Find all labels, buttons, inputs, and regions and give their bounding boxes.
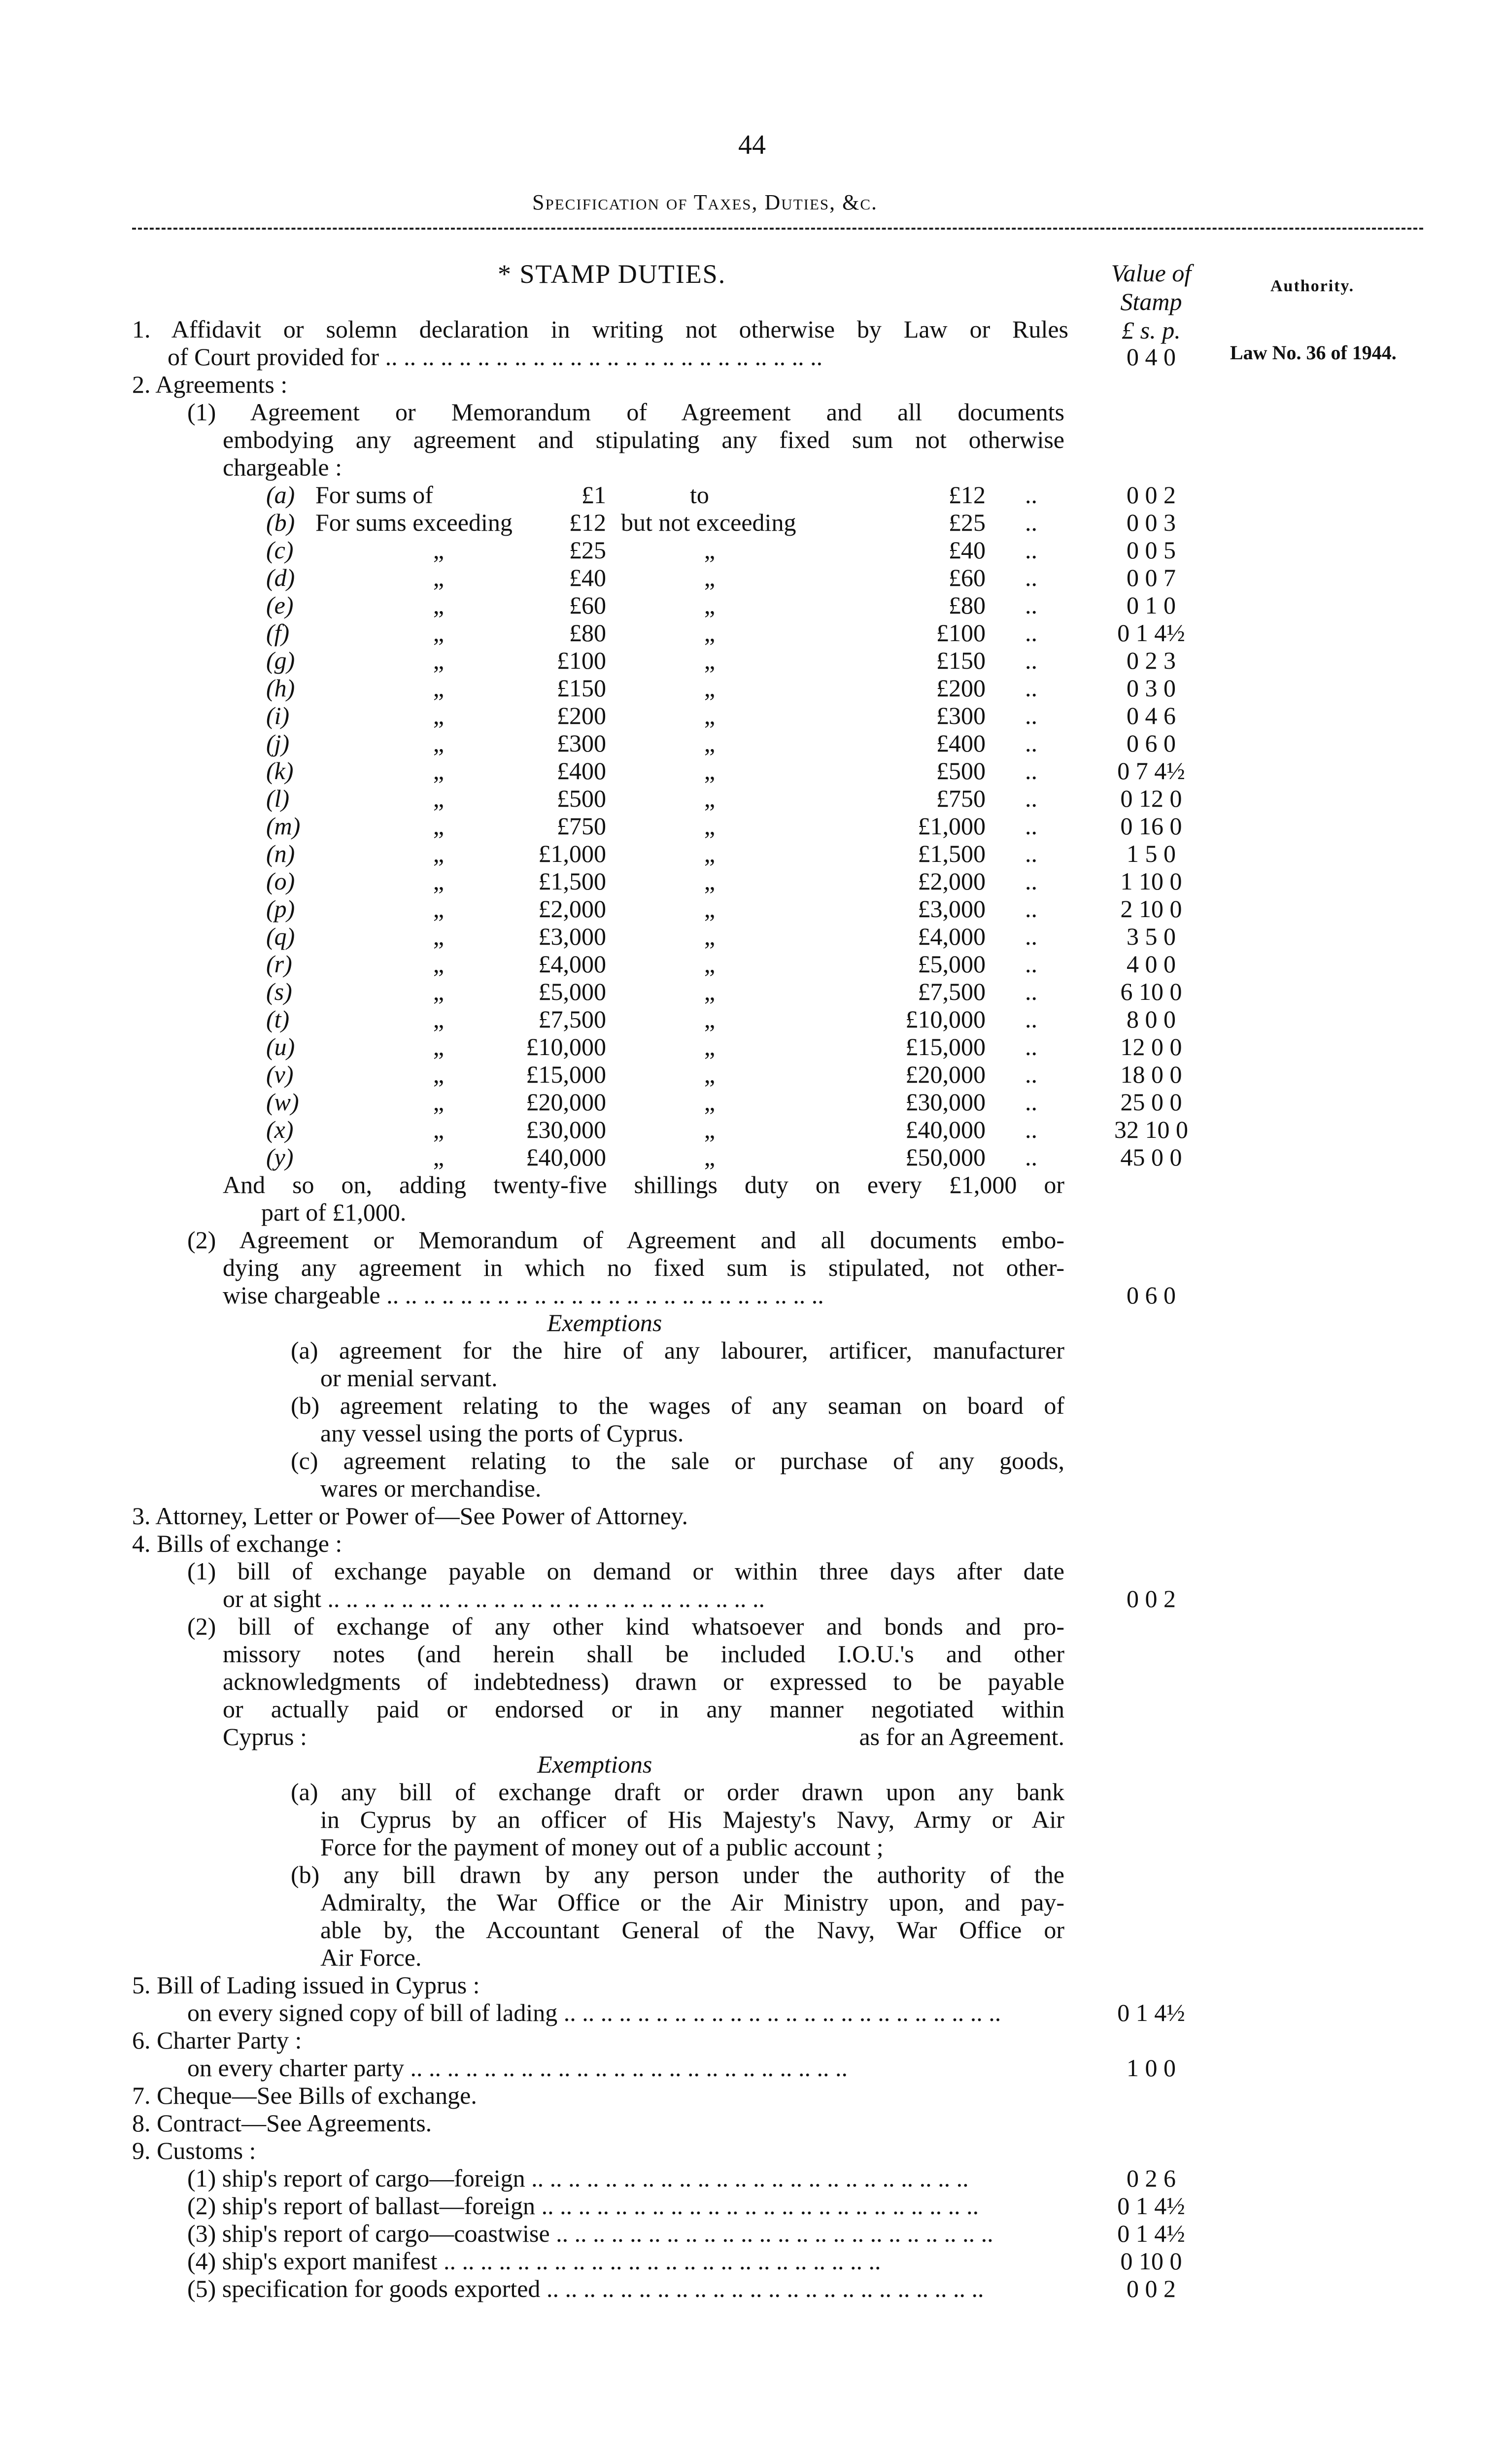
item-2-1-line-1: (1) Agreement or Memorandum of Agreement and all documents — [187, 398, 1064, 426]
rate-value: 0 2 3 — [1127, 647, 1176, 674]
exemption-1a-line-2: or menial servant. — [320, 1364, 498, 1392]
exemption-2a-line-3: Force for the payment of money out of a public account ; — [320, 1833, 884, 1861]
rate-leader-dots: .. — [1025, 978, 1037, 1005]
rate-letter: (x) — [266, 1116, 294, 1143]
item-2-1-line-3: chargeable : — [223, 453, 342, 481]
rate-connector: „ — [704, 1061, 716, 1088]
exemption-2a-line-2: in Cyprus by an officer of His Majesty's Navy, Army or Air — [320, 1806, 1064, 1833]
section-title: * STAMP DUTIES. — [498, 259, 726, 289]
customs-2: (2) ship's report of ballast—foreign .. .. — [187, 2192, 1064, 2220]
rate-letter: (w) — [266, 1088, 299, 1116]
exemptions-heading-2: Exemptions — [537, 1750, 652, 1778]
rate-connector: „ — [704, 536, 716, 564]
item-1-value: 0 4 0 — [1127, 343, 1176, 371]
rate-to: £100 — [936, 619, 986, 647]
rate-value: 0 12 0 — [1120, 785, 1182, 812]
rate-connector: „ — [704, 1116, 716, 1143]
rate-leader-dots: .. — [1025, 840, 1037, 867]
customs-4-value: 0 10 0 — [1120, 2247, 1182, 2275]
rate-letter: (o) — [266, 867, 295, 895]
rate-to: £60 — [949, 564, 986, 591]
rate-from: £300 — [557, 729, 606, 757]
item-9-heading: 9. Customs : — [132, 2137, 256, 2164]
rate-leader-dots: .. — [1025, 1088, 1037, 1116]
rate-leader-dots: .. — [1025, 812, 1037, 840]
rate-prefix: „ — [433, 536, 444, 564]
rate-value: 0 0 3 — [1127, 509, 1176, 536]
rate-letter: (g) — [266, 647, 295, 674]
item-2-2-line-3: wise chargeable .. .. — [223, 1281, 1064, 1309]
exemption-1c-line-1: (c) agreement relating to the sale or purchase of any goods, — [291, 1447, 1064, 1474]
rate-prefix: „ — [433, 757, 444, 785]
rate-value: 32 10 0 — [1114, 1116, 1188, 1143]
rate-from: £2,000 — [538, 895, 606, 923]
rate-leader-dots: .. — [1025, 481, 1037, 509]
item-5-value: 0 1 4½ — [1117, 1999, 1185, 2026]
rate-continuation-2: part of £1,000. — [261, 1198, 407, 1226]
lsd-header: £ s. p. — [1122, 316, 1181, 344]
item-4-2-line-4: or actually paid or endorsed or in any manner negotiated within — [223, 1695, 1064, 1723]
rate-to: £400 — [936, 729, 986, 757]
rate-connector: „ — [704, 950, 716, 978]
rate-connector: „ — [704, 591, 716, 619]
rate-leader-dots: .. — [1025, 1061, 1037, 1088]
rate-to: £7,500 — [918, 978, 986, 1005]
rate-connector: „ — [704, 812, 716, 840]
rate-value: 6 10 0 — [1120, 978, 1182, 1005]
rate-prefix: „ — [433, 1143, 444, 1171]
rate-leader-dots: .. — [1025, 702, 1037, 729]
rate-leader-dots: .. — [1025, 647, 1037, 674]
rate-value: 0 3 0 — [1127, 674, 1176, 702]
rate-letter: (r) — [266, 950, 292, 978]
rate-prefix: „ — [433, 895, 444, 923]
rate-letter: (d) — [266, 564, 295, 591]
rate-to: £5,000 — [918, 950, 986, 978]
item-2-heading: 2. Agreements : — [132, 371, 288, 398]
customs-2-value: 0 1 4½ — [1117, 2192, 1185, 2220]
rate-leader-dots: .. — [1025, 674, 1037, 702]
rate-from: £100 — [557, 647, 606, 674]
item-6-heading: 6. Charter Party : — [132, 2026, 302, 2054]
rate-letter: (h) — [266, 674, 295, 702]
rate-connector: „ — [704, 729, 716, 757]
exemption-2a-line-1: (a) any bill of exchange draft or order drawn upon any bank — [291, 1778, 1064, 1806]
rate-connector: to — [690, 481, 709, 509]
exemption-2b-line-1: (b) any bill drawn by any person under the authority of the — [291, 1861, 1064, 1888]
rate-from: £10,000 — [526, 1033, 606, 1061]
item-4-2-line-1: (2) bill of exchange of any other kind whatsoever and bonds and pro- — [187, 1612, 1064, 1640]
item-2-2-line-1: (2) Agreement or Memorandum of Agreement and all documents embo- — [187, 1226, 1064, 1254]
rate-to: £3,000 — [918, 895, 986, 923]
rate-to: £30,000 — [905, 1088, 986, 1116]
rate-from: £150 — [557, 674, 606, 702]
exemption-1a-line-1: (a) agreement for the hire of any labourer, artificer, manufacturer — [291, 1336, 1064, 1364]
rate-prefix: „ — [433, 702, 444, 729]
rate-letter: (l) — [266, 785, 290, 812]
item-2-1-line-2: embodying any agreement and stipulating any fixed sum not otherwise — [223, 426, 1064, 453]
rate-value: 2 10 0 — [1120, 895, 1182, 923]
item-4-2-line-5: Cyprus : — [223, 1723, 307, 1750]
rate-to: £1,000 — [918, 812, 986, 840]
rate-continuation-1: And so on, adding twenty-five shillings duty on every £1,000 or — [223, 1171, 1064, 1198]
rate-letter: (v) — [266, 1061, 294, 1088]
rate-prefix: „ — [433, 729, 444, 757]
rate-letter: (q) — [266, 923, 295, 950]
item-1-line-2: of Court provided for .. .. — [168, 343, 1104, 371]
rate-from: £25 — [569, 536, 606, 564]
rate-prefix: „ — [433, 674, 444, 702]
item-4-heading: 4. Bills of exchange : — [132, 1530, 342, 1557]
customs-3-value: 0 1 4½ — [1117, 2220, 1185, 2247]
item-4-2-line-2: missory notes (and herein shall be included I.O.U.'s and other — [223, 1640, 1064, 1668]
rate-connector: „ — [704, 702, 716, 729]
rate-from: £80 — [569, 619, 606, 647]
rate-from: £5,000 — [538, 978, 606, 1005]
value-column-header — [1092, 259, 1210, 344]
rate-value: 0 1 4½ — [1117, 619, 1185, 647]
rate-value: 18 0 0 — [1120, 1061, 1182, 1088]
rate-prefix: „ — [433, 1033, 444, 1061]
rate-from: £3,000 — [538, 923, 606, 950]
item-1-line-1: 1. Affidavit or solemn declaration in writing not otherwise by Law or Rules — [132, 315, 1068, 343]
rate-to: £750 — [936, 785, 986, 812]
rate-leader-dots: .. — [1025, 950, 1037, 978]
item-3: 3. Attorney, Letter or Power of—See Power of Attorney. — [132, 1502, 688, 1530]
rate-leader-dots: .. — [1025, 867, 1037, 895]
rate-value: 45 0 0 — [1120, 1143, 1182, 1171]
exemption-2b-line-2: Admiralty, the War Office or the Air Ministry upon, and pay- — [320, 1888, 1064, 1916]
rate-prefix: „ — [433, 840, 444, 867]
rate-connector: „ — [704, 840, 716, 867]
authority-column-header: Authority. — [1270, 277, 1355, 295]
item-8: 8. Contract—See Agreements. — [132, 2109, 432, 2137]
rate-value: 12 0 0 — [1120, 1033, 1182, 1061]
rate-letter: (y) — [266, 1143, 294, 1171]
rate-leader-dots: .. — [1025, 923, 1037, 950]
rate-from: £1,000 — [538, 840, 606, 867]
exemptions-heading-1: Exemptions — [547, 1309, 662, 1336]
rate-letter: (p) — [266, 895, 295, 923]
rate-prefix: For sums exceeding — [315, 509, 513, 536]
rate-to: £12 — [949, 481, 986, 509]
rate-leader-dots: .. — [1025, 757, 1037, 785]
item-4-1-line-1: (1) bill of exchange payable on demand or within three days after date — [187, 1557, 1064, 1585]
rate-connector: but not exceeding — [621, 509, 796, 536]
rate-from: £60 — [569, 591, 606, 619]
rate-to: £10,000 — [905, 1005, 986, 1033]
rate-connector: „ — [704, 1143, 716, 1171]
rate-to: £1,500 — [918, 840, 986, 867]
rate-leader-dots: .. — [1025, 895, 1037, 923]
rate-prefix: „ — [433, 950, 444, 978]
rate-letter: (j) — [266, 729, 290, 757]
rate-prefix: „ — [433, 564, 444, 591]
rate-value: 25 0 0 — [1120, 1088, 1182, 1116]
rate-value: 8 0 0 — [1127, 1005, 1176, 1033]
rate-connector: „ — [704, 564, 716, 591]
rate-prefix: „ — [433, 619, 444, 647]
rate-connector: „ — [704, 923, 716, 950]
rate-leader-dots: .. — [1025, 1005, 1037, 1033]
rate-value: 0 0 5 — [1127, 536, 1176, 564]
rate-from: £40 — [569, 564, 606, 591]
rate-letter: (k) — [266, 757, 294, 785]
item-2-2-line-2: dying any agreement in which no fixed sum is stipulated, not other- — [223, 1254, 1064, 1281]
customs-4: (4) ship's export manifest .. .. — [187, 2247, 1064, 2275]
customs-3: (3) ship's report of cargo—coastwise .. .. — [187, 2220, 1064, 2247]
rate-prefix: For sums of — [315, 481, 433, 509]
customs-5-value: 0 0 2 — [1127, 2275, 1176, 2302]
rate-to: £200 — [936, 674, 986, 702]
rate-to: £50,000 — [905, 1143, 986, 1171]
rate-value: 1 10 0 — [1120, 867, 1182, 895]
rate-letter: (e) — [266, 591, 294, 619]
rate-to: £40,000 — [905, 1116, 986, 1143]
rate-connector: „ — [704, 619, 716, 647]
rate-from: £4,000 — [538, 950, 606, 978]
rate-connector: „ — [704, 647, 716, 674]
rate-from: £750 — [557, 812, 606, 840]
rate-leader-dots: .. — [1025, 1033, 1037, 1061]
rate-connector: „ — [704, 785, 716, 812]
authority-law: Law No. 36 of 1944. — [1230, 342, 1397, 364]
rate-letter: (u) — [266, 1033, 295, 1061]
rate-prefix: „ — [433, 591, 444, 619]
exemption-2b-line-4: Air Force. — [320, 1944, 422, 1971]
item-7: 7. Cheque—See Bills of exchange. — [132, 2082, 477, 2109]
rate-leader-dots: .. — [1025, 785, 1037, 812]
page-number: 44 — [738, 130, 766, 160]
rate-letter: (s) — [266, 978, 292, 1005]
rate-to: £40 — [949, 536, 986, 564]
rate-letter: (b) — [266, 509, 295, 536]
rate-value: 0 1 0 — [1127, 591, 1176, 619]
rate-to: £300 — [936, 702, 986, 729]
rate-leader-dots: .. — [1025, 619, 1037, 647]
rate-from: £1 — [581, 481, 606, 509]
rate-from: £15,000 — [526, 1061, 606, 1088]
rate-prefix: „ — [433, 867, 444, 895]
item-4-1-line-2: or at sight .. .. — [223, 1585, 1064, 1612]
running-header: Specification of Taxes, Duties, &c. — [532, 190, 878, 214]
rate-value: 3 5 0 — [1127, 923, 1176, 950]
item-4-1-value: 0 0 2 — [1127, 1585, 1176, 1612]
rate-letter: (a) — [266, 481, 295, 509]
customs-5: (5) specification for goods exported .. .. — [187, 2275, 1064, 2302]
rate-value: 4 0 0 — [1127, 950, 1176, 978]
rate-value: 0 0 7 — [1127, 564, 1176, 591]
rate-leader-dots: .. — [1025, 564, 1037, 591]
rate-value: 0 0 2 — [1127, 481, 1176, 509]
rate-letter: (f) — [266, 619, 290, 647]
rate-leader-dots: .. — [1025, 1116, 1037, 1143]
rate-value: 1 5 0 — [1127, 840, 1176, 867]
rate-to: £150 — [936, 647, 986, 674]
rate-from: £400 — [557, 757, 606, 785]
rate-leader-dots: .. — [1025, 509, 1037, 536]
rate-letter: (n) — [266, 840, 295, 867]
rate-from: £500 — [557, 785, 606, 812]
rate-letter: (m) — [266, 812, 301, 840]
rate-connector: „ — [704, 867, 716, 895]
customs-1-value: 0 2 6 — [1127, 2164, 1176, 2192]
item-6-value: 1 0 0 — [1127, 2054, 1176, 2082]
rate-connector: „ — [704, 1033, 716, 1061]
item-5-line: on every signed copy of bill of lading .. .. — [187, 1999, 1064, 2026]
rate-leader-dots: .. — [1025, 1143, 1037, 1171]
rate-value: 0 7 4½ — [1117, 757, 1185, 785]
item-5-heading: 5. Bill of Lading issued in Cyprus : — [132, 1971, 480, 1999]
rate-leader-dots: .. — [1025, 536, 1037, 564]
exemption-1b-line-2: any vessel using the ports of Cyprus. — [320, 1419, 684, 1447]
rate-letter: (t) — [266, 1005, 290, 1033]
rate-prefix: „ — [433, 978, 444, 1005]
rate-to: £4,000 — [918, 923, 986, 950]
rate-connector: „ — [704, 1088, 716, 1116]
rate-prefix: „ — [433, 812, 444, 840]
rate-connector: „ — [704, 674, 716, 702]
rate-value: 0 16 0 — [1120, 812, 1182, 840]
rate-to: £20,000 — [905, 1061, 986, 1088]
rate-from: £20,000 — [526, 1088, 606, 1116]
header-rule — [132, 228, 1423, 230]
rate-from: £30,000 — [526, 1116, 606, 1143]
value-header-line-1: Value of — [1111, 259, 1192, 287]
rate-prefix: „ — [433, 785, 444, 812]
rate-to: £15,000 — [905, 1033, 986, 1061]
rate-prefix: „ — [433, 1116, 444, 1143]
rate-letter: (c) — [266, 536, 294, 564]
rate-from: £200 — [557, 702, 606, 729]
rate-prefix: „ — [433, 1061, 444, 1088]
rate-prefix: „ — [433, 647, 444, 674]
exemption-2b-line-3: able by, the Accountant General of the Navy, War Office or — [320, 1916, 1064, 1944]
rate-connector: „ — [704, 1005, 716, 1033]
rate-value: 0 4 6 — [1127, 702, 1176, 729]
rate-to: £2,000 — [918, 867, 986, 895]
rate-leader-dots: .. — [1025, 591, 1037, 619]
value-header-line-2: Stamp — [1120, 288, 1182, 315]
item-2-2-value: 0 6 0 — [1127, 1281, 1176, 1309]
rate-to: £500 — [936, 757, 986, 785]
rate-from: £12 — [569, 509, 606, 536]
rate-connector: „ — [704, 978, 716, 1005]
rate-to: £80 — [949, 591, 986, 619]
rate-from: £40,000 — [526, 1143, 606, 1171]
rate-from: £1,500 — [538, 867, 606, 895]
rate-from: £7,500 — [538, 1005, 606, 1033]
rate-to: £25 — [949, 509, 986, 536]
rate-value: 0 6 0 — [1127, 729, 1176, 757]
customs-1: (1) ship's report of cargo—foreign .. .. — [187, 2164, 1064, 2192]
item-6-line: on every charter party .. .. — [187, 2054, 1064, 2082]
rate-prefix: „ — [433, 923, 444, 950]
rate-leader-dots: .. — [1025, 729, 1037, 757]
rate-connector: „ — [704, 895, 716, 923]
exemption-1b-line-1: (b) agreement relating to the wages of any seaman on board of — [291, 1392, 1064, 1419]
rate-prefix: „ — [433, 1005, 444, 1033]
rate-prefix: „ — [433, 1088, 444, 1116]
rate-connector: „ — [704, 757, 716, 785]
exemption-1c-line-2: wares or merchandise. — [320, 1474, 542, 1502]
item-4-2-value: as for an Agreement. — [859, 1723, 1064, 1750]
rate-letter: (i) — [266, 702, 290, 729]
item-4-2-line-3: acknowledgments of indebtedness) drawn or expressed to be payable — [223, 1668, 1064, 1695]
